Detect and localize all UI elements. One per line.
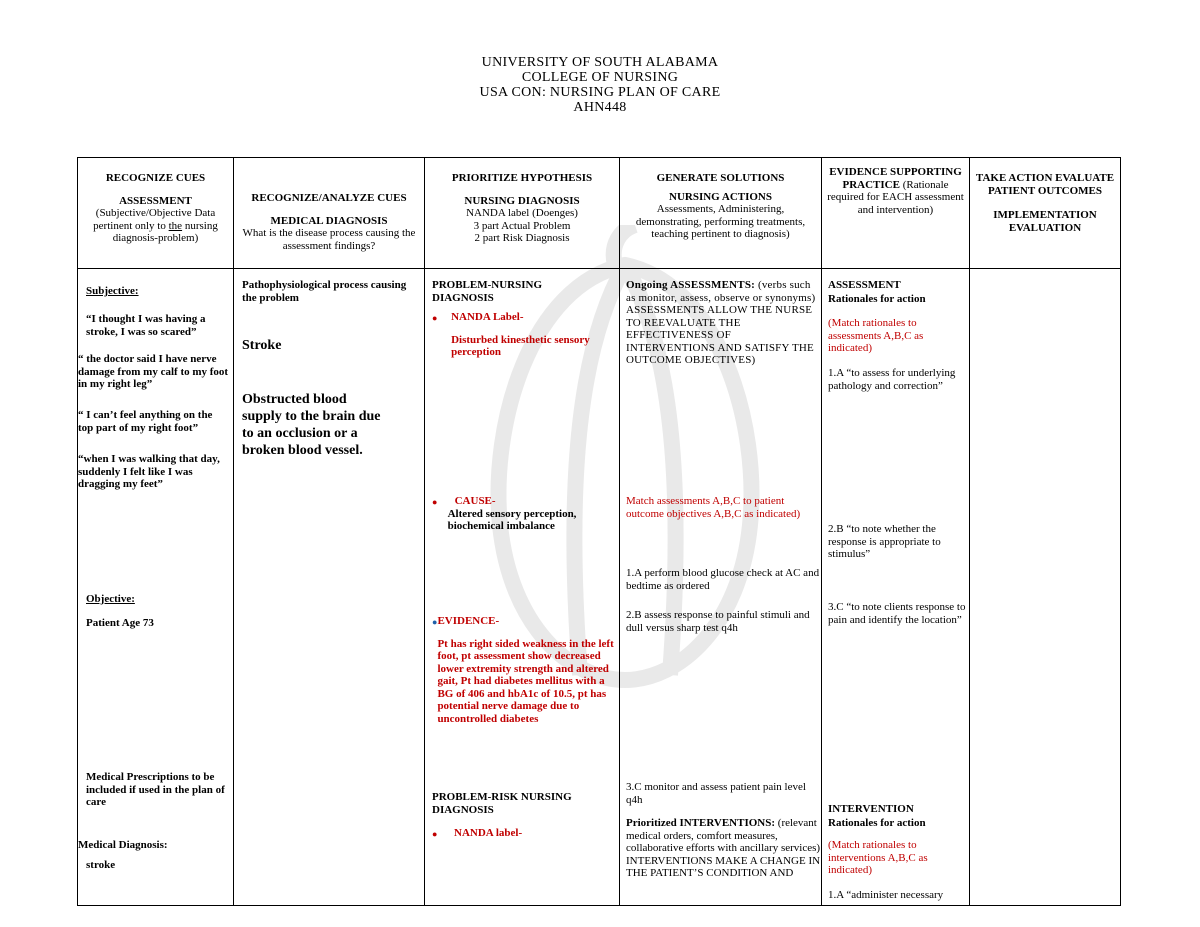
intervention-rationale-1a: 1.A “administer necessary bbox=[828, 889, 944, 901]
medical-diagnosis-cell bbox=[234, 269, 425, 906]
bullet-icon: ● bbox=[432, 497, 438, 507]
intervention-rationale-title: INTERVENTION bbox=[828, 803, 914, 815]
content-row bbox=[78, 269, 1121, 906]
col1-sub: ASSESSMENT bbox=[119, 194, 192, 207]
col4-sub: NURSING ACTIONS bbox=[669, 190, 772, 203]
header-row bbox=[78, 158, 1121, 269]
col6-sub: IMPLEMENTATION EVALUATION bbox=[993, 209, 1097, 234]
col5-desc: (Rationale required for EACH assessment and intervention) bbox=[827, 178, 964, 216]
col3-d3: 2 part Risk Diagnosis bbox=[474, 232, 570, 244]
objective-label: Objective: bbox=[86, 593, 135, 605]
medical-dx-value: stroke bbox=[86, 859, 116, 871]
rationale-2b: 2.B “to note whether the response is appropriate to stimulus” bbox=[828, 523, 941, 560]
ongoing-assessments bbox=[626, 279, 816, 367]
interventions-desc: (relevant medical orders, comfort measures, collaborative efforts with ancillary services) INTERVENTIONS MAKE A CHANGE IN THE PATIENT’S CONDITION AND bbox=[626, 817, 821, 879]
evidence-row bbox=[432, 615, 617, 725]
cause-value: Altered sensory perception, biochemical imbalance bbox=[447, 507, 577, 532]
course-code: AHN448 bbox=[573, 100, 627, 115]
col1-desc-b: nursing diagnosis-problem) bbox=[112, 219, 218, 244]
risk-nanda-row bbox=[432, 827, 617, 841]
col5-title: EVIDENCE SUPPORTING PRACTICE bbox=[829, 166, 962, 191]
nursing-actions-cell bbox=[620, 269, 822, 906]
patient-age: Patient Age 73 bbox=[86, 617, 154, 629]
header-nursing-actions bbox=[620, 158, 822, 269]
cause-row bbox=[432, 495, 617, 533]
assessment-2b: 2.B assess response to painful stimuli and dull versus sharp test q4h bbox=[626, 609, 810, 634]
bullet-icon: ● bbox=[432, 313, 438, 323]
medical-prescriptions: Medical Prescriptions to be included if used in the plan of care bbox=[86, 771, 225, 808]
university-title: UNIVERSITY OF SOUTH ALABAMA bbox=[481, 55, 719, 70]
risk-label: PROBLEM-RISK NURSING DIAGNOSIS bbox=[432, 791, 572, 816]
intervention-rationale-note: (Match rationales to interventions A,B,C as indicated) bbox=[828, 839, 928, 876]
nursing-diagnosis-cell bbox=[425, 269, 620, 906]
evaluation-cell bbox=[970, 269, 1121, 906]
evidence-value: Pt has right sided weakness in the left foot, pt assessment show decreased lower extremity strength and altered gait, Pt had diabetes mellitus with a BG of 406 and hbA1c of 10.5, pt has potential nerve damage due to uncontrolled diabetes bbox=[437, 637, 614, 725]
header-take-action bbox=[970, 158, 1121, 269]
care-plan-table bbox=[77, 157, 1121, 906]
match-note: Match assessments A,B,C to patient outcome objectives A,B,C as indicated) bbox=[626, 495, 801, 520]
nanda-label: NANDA Label- bbox=[451, 311, 524, 323]
quote-4: “when I was walking that day, suddenly I felt like I was dragging my feet” bbox=[78, 453, 220, 490]
ongoing-desc: (verbs such as monitor, assess, observe or synonyms) ASSESSMENTS ALLOW THE NURSE TO REEVALUATE THE EFFECTIVENESS OF INTERVENTIONS AND SATISFY THE OUTCOME OBJECTIVES) bbox=[626, 279, 816, 366]
assessment-3c: 3.C monitor and assess patient pain level q4h bbox=[626, 781, 806, 806]
evidence-cell bbox=[822, 269, 970, 906]
plan-title: USA CON: NURSING PLAN OF CARE bbox=[479, 85, 721, 100]
evidence-label: EVIDENCE- bbox=[437, 615, 500, 627]
assessment-cell bbox=[78, 269, 234, 906]
header-nursing-diagnosis bbox=[425, 158, 620, 269]
col3-sub: NURSING DIAGNOSIS bbox=[464, 194, 580, 207]
nanda-row bbox=[432, 311, 617, 359]
cause-label: CAUSE- bbox=[454, 495, 496, 507]
col3-d1: NANDA label (Doenges) bbox=[466, 207, 578, 219]
assessment-rationale-note: (Match rationales to assessments A,B,C as indicated) bbox=[828, 317, 924, 354]
risk-nanda-label: NANDA label- bbox=[454, 827, 523, 839]
assessment-rationale-sub: Rationales for action bbox=[828, 293, 926, 305]
interventions bbox=[626, 817, 821, 880]
quote-1: “I thought I was having a stroke, I was so scared” bbox=[86, 313, 206, 338]
col1-desc bbox=[82, 207, 229, 245]
col3-d2: 3 part Actual Problem bbox=[473, 219, 571, 232]
subjective-label: Subjective: bbox=[86, 285, 139, 297]
nanda-value: Disturbed kinesthetic sensory perception bbox=[451, 333, 590, 358]
medical-dx-label: Medical Diagnosis: bbox=[78, 839, 168, 851]
rationale-3c: 3.C “to note clients response to pain and identify the location” bbox=[828, 601, 966, 626]
document-header bbox=[0, 55, 1200, 115]
col2-desc: What is the disease process causing the assessment findings? bbox=[242, 227, 416, 252]
col2-sub: MEDICAL DIAGNOSIS bbox=[270, 214, 388, 227]
col1-desc-u: the bbox=[168, 219, 183, 232]
interventions-label: Prioritized INTERVENTIONS: bbox=[626, 817, 776, 829]
col5-text bbox=[826, 166, 965, 216]
medical-dx: Stroke bbox=[242, 338, 282, 353]
header-evidence bbox=[822, 158, 970, 269]
header-medical-diagnosis bbox=[234, 158, 425, 269]
col4-title: GENERATE SOLUTIONS bbox=[656, 172, 785, 184]
col6-title: TAKE ACTION EVALUATE PATIENT OUTCOMES bbox=[975, 172, 1115, 197]
ongoing-label: Ongoing ASSESSMENTS: bbox=[626, 279, 756, 291]
intervention-rationale-sub: Rationales for action bbox=[828, 817, 926, 829]
header-recognize-cues bbox=[78, 158, 234, 269]
patho-process: Obstructed blood supply to the brain due to an occlusion or a broken blood vessel. bbox=[242, 392, 381, 458]
assessment-1a: 1.A perform blood glucose check at AC and bedtime as ordered bbox=[626, 567, 820, 592]
bullet-icon: ● bbox=[432, 829, 438, 839]
col1-desc-a: (Subjective/Objective Data pertinent only to bbox=[93, 207, 216, 232]
col4-desc: Assessments, Administering, demonstrating, performing treatments, teaching pertinent to diagnosis) bbox=[635, 203, 806, 240]
bullet-icon: ● bbox=[432, 617, 438, 627]
assessment-rationale-title: ASSESSMENT bbox=[828, 279, 901, 291]
quote-3: “ I can’t feel anything on the top part of my right foot” bbox=[78, 409, 213, 434]
patho-label: Pathophysiological process causing the problem bbox=[242, 279, 407, 304]
col1-title: RECOGNIZE CUES bbox=[105, 172, 206, 184]
rationale-1a: 1.A “to assess for underlying pathology and correction” bbox=[828, 367, 956, 392]
col3-title: PRIORITIZE HYPOTHESIS bbox=[451, 172, 593, 184]
problem-label: PROBLEM-NURSING DIAGNOSIS bbox=[432, 279, 543, 304]
col2-title: RECOGNIZE/ANALYZE CUES bbox=[251, 192, 407, 204]
college-title: COLLEGE OF NURSING bbox=[521, 70, 679, 85]
quote-2: “ the doctor said I have nerve damage from my calf to my foot in my right leg” bbox=[78, 353, 229, 390]
